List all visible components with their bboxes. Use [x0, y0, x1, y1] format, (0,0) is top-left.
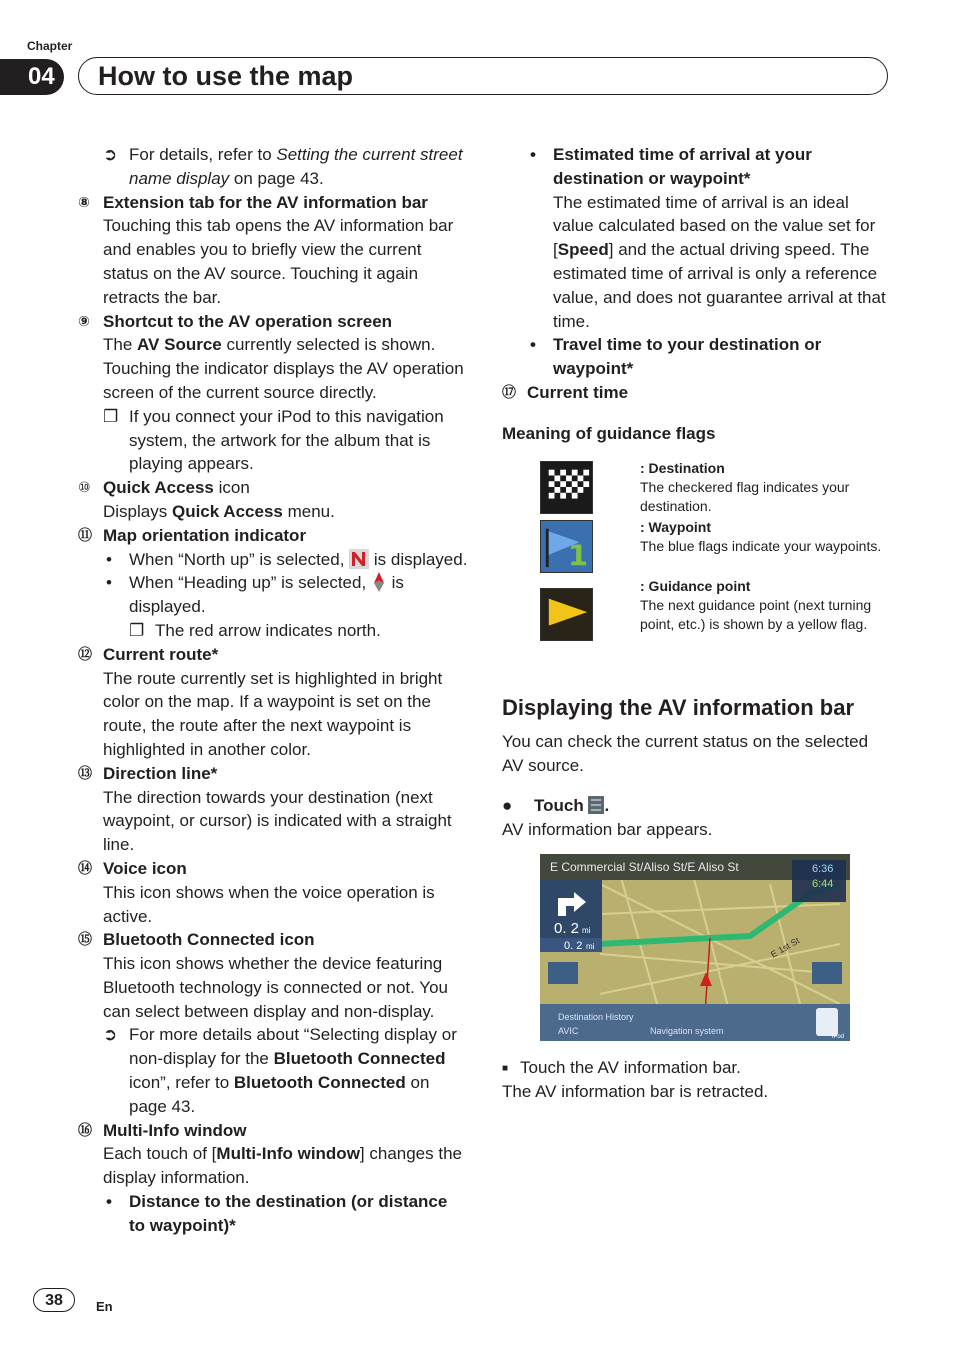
item-16-heading: ⑯ Multi-Info window — [78, 1120, 247, 1140]
chapter-label: Chapter — [27, 39, 73, 53]
note-touch-bar: ■ Touch the AV information bar. — [502, 1058, 741, 1077]
item-15-reference: ➲ For more details about “Selecting display or non-display for the Bluetooth Connected icon”, refer to Bluetooth Connected on page 43. — [103, 1025, 457, 1116]
item-8-body: Touching this tab opens the AV information bar and enables you to briefly view the current status on the AV source. Touching it again retracts the bar. — [103, 216, 454, 307]
svg-text:mi: mi — [582, 926, 591, 935]
item-10-heading: ⑩ Quick Access icon — [78, 478, 250, 498]
item-16-body: Each touch of [Multi-Info window] changes the display information. — [103, 1144, 462, 1188]
arrow-icon: ➲ — [103, 1025, 118, 1045]
svg-text:Navigation system: Navigation system — [650, 1026, 724, 1036]
bullet-travel-time: • Travel time to your destination or waypoint* — [530, 335, 822, 379]
flag-destination: : Destination The checkered flag indicates your destination. — [640, 460, 850, 514]
step-touch: ● Touch . — [502, 796, 610, 815]
item-12-heading: ⑫ Current route* — [78, 644, 219, 664]
item-9-heading: ⑨ Shortcut to the AV operation screen — [78, 311, 393, 331]
map-illustration — [540, 854, 850, 1041]
item-8-heading: ⑧ Extension tab for the AV information bar — [78, 192, 428, 212]
svg-text:iPod: iPod — [832, 1034, 845, 1040]
av-bar-tab-icon — [588, 796, 604, 814]
item-13-body: The direction towards your destination (next waypoint, or cursor) is indicated with a straight line. — [103, 787, 452, 855]
heading-up-icon — [371, 571, 387, 593]
item-11-bullet-2: • When “Heading up” is selected, is displayed. — [106, 573, 404, 617]
svg-text:Destination History: Destination History — [558, 1012, 634, 1022]
north-up-icon — [349, 549, 369, 569]
checkered-flag-icon — [540, 461, 593, 514]
left-column — [78, 143, 468, 1238]
bullet-eta: • Estimated time of arrival at your destination or waypoint* — [530, 145, 812, 188]
guidance-point-flag-icon — [540, 588, 593, 641]
item-9-note: ❐ If you connect your iPod to this navigation system, the artwork for the album that is playing appears. — [103, 406, 444, 474]
item-11-heading: ⑪ Map orientation indicator — [78, 525, 307, 545]
street-name: E Commercial St/Aliso St/E Aliso St — [550, 860, 739, 874]
svg-text:6:36: 6:36 — [812, 863, 834, 875]
item-14-heading: ⑭ Voice icon — [78, 858, 187, 878]
item-14-body: This icon shows when the voice operation is active. — [103, 882, 435, 926]
item-15-body: This icon shows whether the device featuring Bluetooth technology is connected or not. You can select between display and non-display. — [103, 954, 448, 1021]
item-11-note: ❐ The red arrow indicates north. — [129, 620, 381, 640]
checkbox-icon: ❐ — [103, 406, 119, 426]
svg-text:0. 2: 0. 2 — [554, 920, 580, 937]
item-15-heading: ⑮ Bluetooth Connected icon — [78, 930, 315, 950]
waypoint-flag-icon — [540, 520, 593, 573]
svg-text:AVIC: AVIC — [558, 1026, 579, 1036]
item-17-heading: ⑰ Current time — [502, 382, 629, 402]
section-title: Displaying the AV information bar — [502, 695, 855, 720]
chapter-number: 04 — [0, 59, 64, 95]
arrow-icon: ➲ — [103, 145, 118, 164]
item-11-bullet-1: • When “North up” is selected, is displayed. — [106, 549, 468, 569]
svg-text:6:44: 6:44 — [812, 878, 834, 890]
flag-guidance-point: : Guidance point The next guidance point (next turning point, etc.) is shown by a yellow flag. — [640, 578, 872, 632]
item-12-body: The route currently set is highlighted in bright color on the map. If a waypoint is set on the route, the route after the next waypoint is highlighted in another color. — [103, 668, 443, 759]
note-result: The AV information bar is retracted. — [502, 1082, 769, 1101]
page-number: 38 — [33, 1288, 75, 1312]
language-label: En — [96, 1299, 113, 1314]
item-13-heading: ⑬ Direction line* — [78, 763, 218, 783]
page-title: How to use the map — [98, 61, 354, 91]
bullet-eta-body: The estimated time of arrival is an ideal value calculated based on the value set for [Speed] and the actual driving speed. The estimated time of arrival is only a reference value, and does not guarantee arrival at that time. — [553, 192, 886, 331]
svg-text:1: 1 — [567, 538, 589, 573]
svg-text:0. 2: 0. 2 — [564, 940, 583, 952]
flags-heading: Meaning of guidance flags — [502, 423, 716, 443]
reference-note: ➲ For details, refer to Setting the current street name display on page 43. — [103, 145, 463, 188]
item-16-bullet-1: • Distance to the destination (or distance to waypoint)* — [106, 1192, 448, 1235]
section-body: You can check the current status on the selected AV source. — [502, 732, 869, 775]
right-column — [502, 143, 894, 446]
svg-text:E 1st St: E 1st St — [769, 935, 802, 960]
flag-waypoint: : Waypoint The blue flags indicate your waypoints. — [640, 519, 882, 554]
navigation-screenshot — [540, 854, 850, 1041]
svg-text:mi: mi — [586, 942, 595, 951]
item-9-body: The AV Source currently selected is shown. Touching the indicator displays the AV operation screen of the current source directly. — [103, 335, 464, 402]
item-10-body: Displays Quick Access menu. — [103, 501, 335, 521]
step-result: AV information bar appears. — [502, 820, 713, 839]
